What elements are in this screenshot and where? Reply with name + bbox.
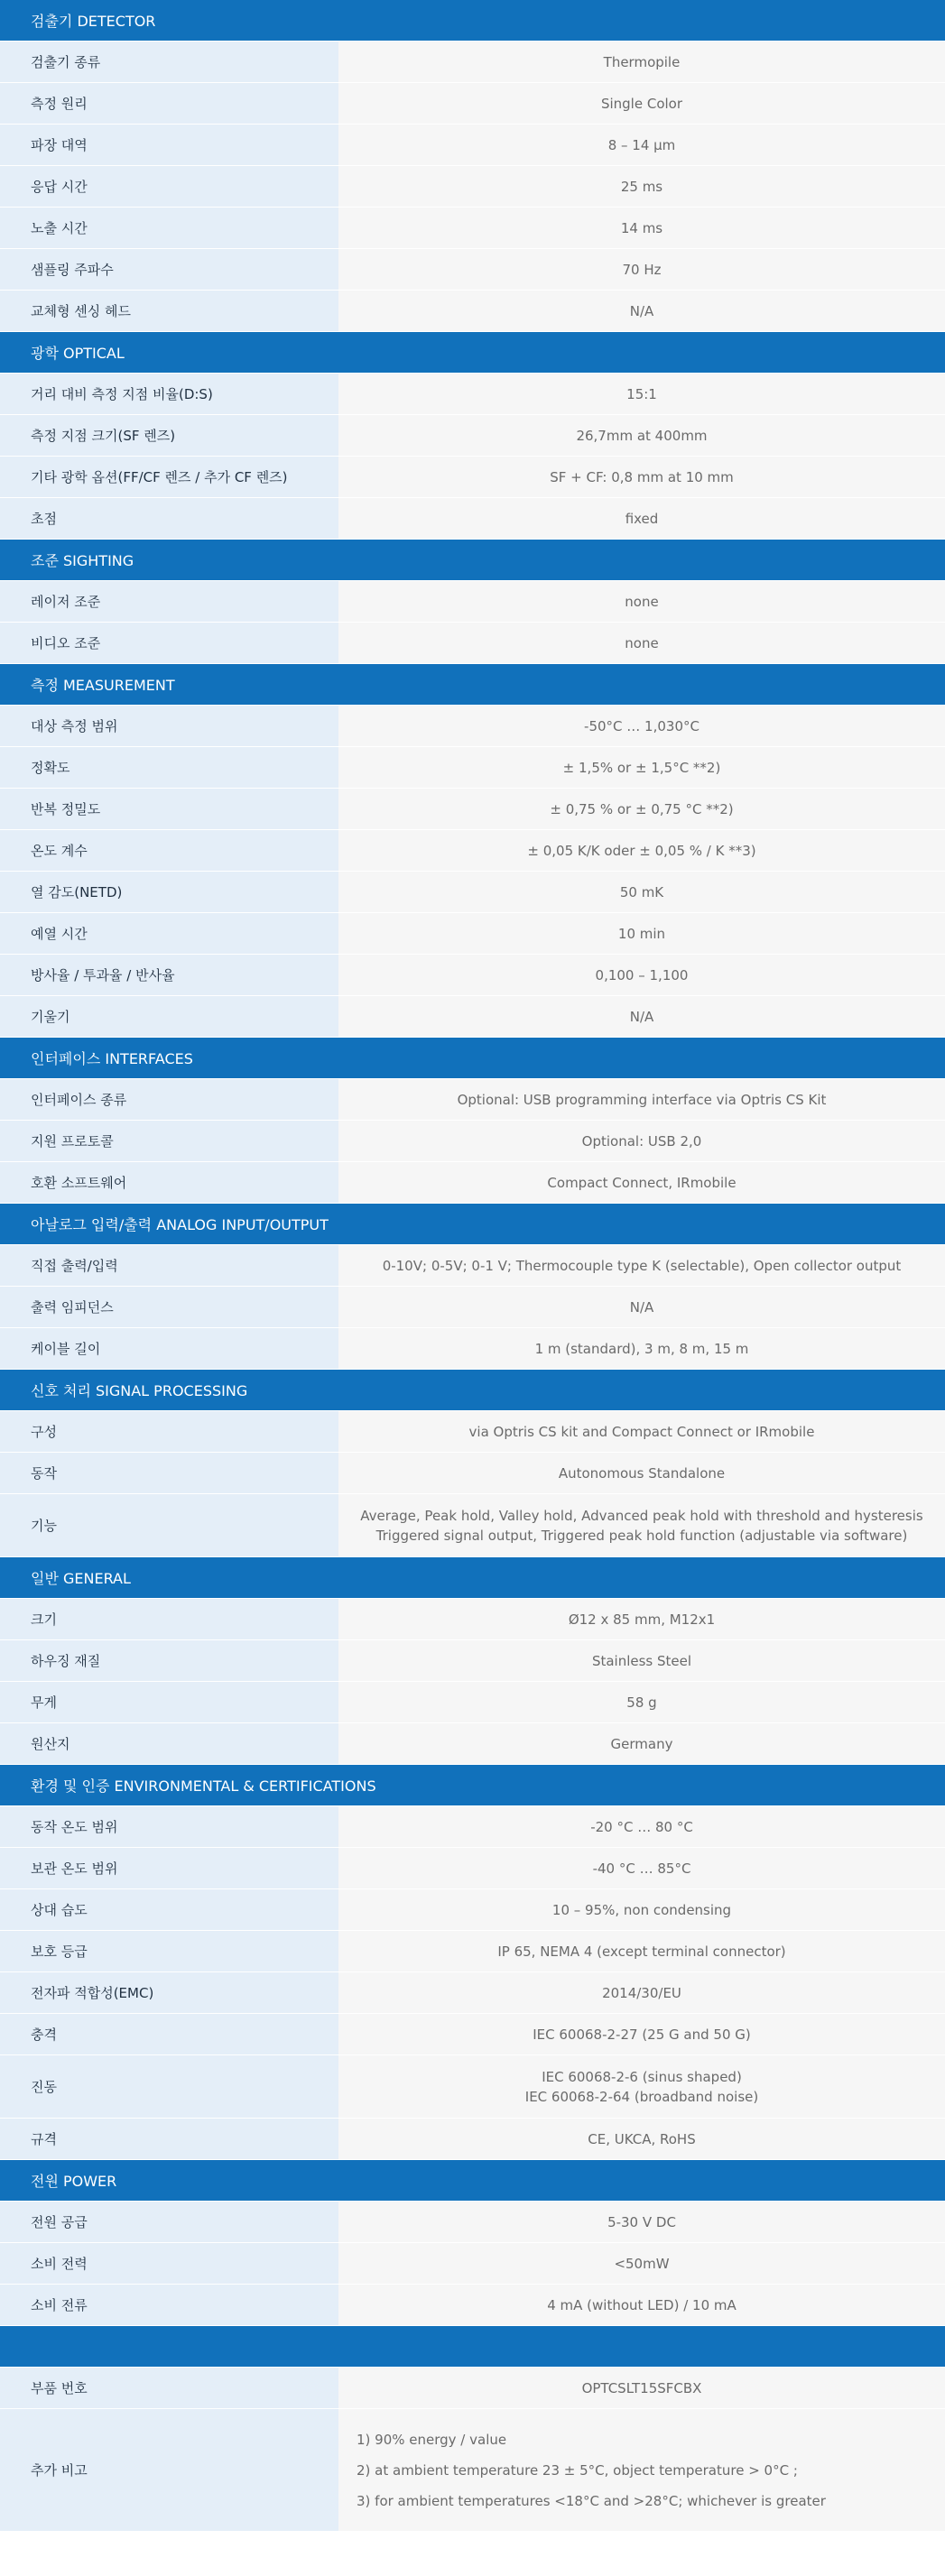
spec-row xyxy=(0,374,945,415)
spec-value-line: 50 mK xyxy=(619,883,664,900)
spec-label: 검출기 종류 xyxy=(0,42,338,82)
spec-value-line: 10 – 95%, non condensing xyxy=(551,1901,732,1918)
spec-value-line: Optional: USB 2,0 xyxy=(581,1132,702,1150)
spec-value-line: 2014/30/EU xyxy=(602,1984,681,2001)
spec-value xyxy=(338,291,945,331)
spec-row xyxy=(0,457,945,498)
spec-label: 기울기 xyxy=(0,996,338,1037)
spec-value-line: SF + CF: 0,8 mm at 10 mm xyxy=(550,468,734,485)
spec-row xyxy=(0,913,945,955)
spec-value xyxy=(338,872,945,912)
spec-value-line: 70 Hz xyxy=(622,261,662,278)
spec-value-line: ± 0,75 % or ± 0,75 °C **2) xyxy=(550,800,734,817)
spec-value xyxy=(338,125,945,165)
spec-value xyxy=(338,2285,945,2325)
spec-value-line: 10 min xyxy=(617,925,666,942)
spec-value-line: 14 ms xyxy=(620,219,663,236)
spec-value-line: CE, UKCA, RoHS xyxy=(588,2130,696,2147)
spec-label: 상대 습도 xyxy=(0,1889,338,1930)
spec-row xyxy=(0,1494,945,1557)
spec-value xyxy=(338,2409,945,2531)
spec-label: 케이블 길이 xyxy=(0,1328,338,1369)
spec-row xyxy=(0,249,945,291)
spec-value xyxy=(338,249,945,290)
spec-value-line: Germany xyxy=(610,1735,673,1752)
spec-row xyxy=(0,1453,945,1494)
spec-label: 동작 xyxy=(0,1453,338,1493)
spec-value xyxy=(338,2055,945,2118)
spec-label: 구성 xyxy=(0,1411,338,1452)
spec-value-line: Autonomous Standalone xyxy=(558,1464,726,1482)
spec-value xyxy=(338,1972,945,2013)
spec-label: 기능 xyxy=(0,1494,338,1556)
spec-value-line: 25 ms xyxy=(620,178,663,195)
spec-value xyxy=(338,1328,945,1369)
spec-value-line: 15:1 xyxy=(626,385,657,402)
spec-value-line: IEC 60068-2-64 (broadband noise) xyxy=(524,2088,759,2105)
spec-value xyxy=(338,706,945,746)
spec-row xyxy=(0,996,945,1038)
spec-label: 보관 온도 범위 xyxy=(0,1848,338,1888)
spec-value xyxy=(338,1079,945,1120)
spec-row xyxy=(0,1162,945,1204)
spec-value-line: 1 m (standard), 3 m, 8 m, 15 m xyxy=(534,1340,749,1357)
spec-row xyxy=(0,747,945,789)
spec-row xyxy=(0,1889,945,1931)
spec-row xyxy=(0,1972,945,2014)
spec-row xyxy=(0,1640,945,1682)
spec-label: 초점 xyxy=(0,498,338,539)
spec-value xyxy=(338,208,945,248)
spec-value-line: Optional: USB programming interface via Optris CS Kit xyxy=(457,1091,827,1108)
spec-label: 하우징 재질 xyxy=(0,1640,338,1681)
spec-value-line: 8 – 14 μm xyxy=(607,136,676,153)
section-header: 조준 SIGHTING xyxy=(0,540,945,581)
spec-label: 직접 출력/입력 xyxy=(0,1245,338,1286)
spec-value xyxy=(338,955,945,995)
spec-row xyxy=(0,706,945,747)
spec-value-line: 26,7mm at 400mm xyxy=(576,427,708,444)
section-header: 신호 처리 SIGNAL PROCESSING xyxy=(0,1370,945,1411)
spec-row xyxy=(0,1079,945,1121)
spec-label: 레이저 조준 xyxy=(0,581,338,622)
spec-value xyxy=(338,789,945,829)
spec-value xyxy=(338,42,945,82)
spec-label: 측정 지점 크기(SF 렌즈) xyxy=(0,415,338,456)
spec-value xyxy=(338,747,945,788)
spec-value-line: 1) 90% energy / value xyxy=(357,2431,507,2448)
spec-value-line: IEC 60068-2-27 (25 G and 50 G) xyxy=(533,2026,751,2043)
spec-value-line: 3) for ambient temperatures <18°C and >28°C; whichever is greater xyxy=(357,2492,826,2509)
spec-label: 응답 시간 xyxy=(0,166,338,207)
spec-value xyxy=(338,374,945,414)
spec-value xyxy=(338,1121,945,1161)
spec-label: 소비 전류 xyxy=(0,2285,338,2325)
spec-row xyxy=(0,125,945,166)
section-header: 인터페이스 INTERFACES xyxy=(0,1038,945,1079)
spec-value xyxy=(338,1848,945,1888)
spec-value-line: -50°C … 1,030°C xyxy=(584,717,699,734)
spec-value xyxy=(338,83,945,124)
spec-label: 원산지 xyxy=(0,1723,338,1764)
spec-label: 온도 계수 xyxy=(0,830,338,871)
spec-value xyxy=(338,2119,945,2159)
spec-row xyxy=(0,1848,945,1889)
spec-value xyxy=(338,1287,945,1327)
spec-row xyxy=(0,1245,945,1287)
spec-value xyxy=(338,415,945,456)
spec-value-line: 5-30 V DC xyxy=(607,2213,676,2230)
spec-value xyxy=(338,1494,945,1556)
spec-value-line: N/A xyxy=(629,1008,654,1025)
spec-label: 규격 xyxy=(0,2119,338,2159)
spec-label: 호환 소프트웨어 xyxy=(0,1162,338,1203)
section-header: 측정 MEASUREMENT xyxy=(0,664,945,706)
spec-value-line: ± 1,5% or ± 1,5°C **2) xyxy=(562,759,721,776)
spec-row xyxy=(0,1723,945,1765)
spec-value xyxy=(338,581,945,622)
spec-label: 예열 시간 xyxy=(0,913,338,954)
spec-value-line: 0-10V; 0-5V; 0-1 V; Thermocouple type K (selectable), Open collector output xyxy=(382,1257,902,1274)
spec-label: 인터페이스 종류 xyxy=(0,1079,338,1120)
spec-value-line: Triggered signal output, Triggered peak hold function (adjustable via software) xyxy=(375,1527,908,1544)
spec-row xyxy=(0,1599,945,1640)
spec-row xyxy=(0,623,945,664)
spec-row xyxy=(0,83,945,125)
spec-value-line: OPTCSLT15SFCBX xyxy=(581,2379,702,2396)
spec-value-line: IEC 60068-2-6 (sinus shaped) xyxy=(542,2068,742,2085)
spec-value xyxy=(338,1640,945,1681)
spec-label: 파장 대역 xyxy=(0,125,338,165)
spec-row xyxy=(0,1411,945,1453)
spec-value xyxy=(338,166,945,207)
section-header: 검출기 DETECTOR xyxy=(0,0,945,42)
section-header xyxy=(0,2326,945,2368)
spec-row xyxy=(0,955,945,996)
spec-value xyxy=(338,913,945,954)
spec-label: 무게 xyxy=(0,1682,338,1722)
spec-value-line: 0,100 – 1,100 xyxy=(595,966,689,983)
spec-value-line: N/A xyxy=(629,302,654,319)
spec-value-line: none xyxy=(625,634,659,651)
spec-row xyxy=(0,2368,945,2409)
spec-value xyxy=(338,623,945,663)
spec-row xyxy=(0,2014,945,2055)
spec-value xyxy=(338,1682,945,1722)
spec-value xyxy=(338,830,945,871)
spec-label: 열 감도(NETD) xyxy=(0,872,338,912)
spec-row xyxy=(0,2409,945,2532)
spec-row xyxy=(0,291,945,332)
spec-value xyxy=(338,2014,945,2054)
section-header: 일반 GENERAL xyxy=(0,1557,945,1599)
spec-value xyxy=(338,498,945,539)
spec-label: 추가 비고 xyxy=(0,2409,338,2531)
spec-row xyxy=(0,1328,945,1370)
spec-value-line: Ø12 x 85 mm, M12x1 xyxy=(568,1611,716,1628)
spec-row xyxy=(0,498,945,540)
spec-row xyxy=(0,2119,945,2160)
spec-value-line: none xyxy=(625,593,659,610)
spec-value xyxy=(338,1245,945,1286)
spec-row xyxy=(0,1931,945,1972)
spec-label: 기타 광학 옵션(FF/CF 렌즈 / 추가 CF 렌즈) xyxy=(0,457,338,497)
spec-row xyxy=(0,581,945,623)
spec-value-line: 58 g xyxy=(626,1694,657,1711)
spec-value-line: Average, Peak hold, Valley hold, Advanced peak hold with threshold and hysteresis xyxy=(360,1507,923,1524)
spec-row xyxy=(0,872,945,913)
spec-row xyxy=(0,2202,945,2243)
spec-value xyxy=(338,2243,945,2284)
spec-label: 크기 xyxy=(0,1599,338,1639)
spec-row xyxy=(0,42,945,83)
spec-label: 출력 임피던스 xyxy=(0,1287,338,1327)
spec-value-line: 4 mA (without LED) / 10 mA xyxy=(547,2296,737,2313)
spec-value-line: Single Color xyxy=(600,95,683,112)
spec-label: 동작 온도 범위 xyxy=(0,1806,338,1847)
spec-label: 부품 번호 xyxy=(0,2368,338,2408)
spec-label: 정확도 xyxy=(0,747,338,788)
spec-label: 소비 전력 xyxy=(0,2243,338,2284)
spec-label: 충격 xyxy=(0,2014,338,2054)
spec-label: 대상 측정 범위 xyxy=(0,706,338,746)
spec-value xyxy=(338,996,945,1037)
spec-value-line: IP 65, NEMA 4 (except terminal connector) xyxy=(497,1943,786,1960)
spec-value xyxy=(338,1931,945,1971)
spec-value-line: Compact Connect, IRmobile xyxy=(547,1174,737,1191)
spec-value-line: 2) at ambient temperature 23 ± 5°C, object temperature > 0°C ; xyxy=(357,2461,798,2479)
spec-row xyxy=(0,166,945,208)
spec-value-line: fixed xyxy=(625,510,659,527)
spec-value-line: -20 °C … 80 °C xyxy=(590,1818,693,1835)
section-header: 환경 및 인증 ENVIRONMENTAL & CERTIFICATIONS xyxy=(0,1765,945,1806)
spec-value xyxy=(338,2368,945,2408)
spec-value-line: -40 °C … 85°C xyxy=(592,1860,691,1877)
spec-value xyxy=(338,1723,945,1764)
spec-label: 지원 프로토콜 xyxy=(0,1121,338,1161)
spec-label: 비디오 조준 xyxy=(0,623,338,663)
spec-row xyxy=(0,2285,945,2326)
spec-row xyxy=(0,2055,945,2119)
spec-label: 보호 등급 xyxy=(0,1931,338,1971)
spec-value-line: via Optris CS kit and Compact Connect or IRmobile xyxy=(468,1423,815,1440)
spec-row xyxy=(0,415,945,457)
section-header: 광학 OPTICAL xyxy=(0,332,945,374)
section-header: 전원 POWER xyxy=(0,2160,945,2202)
spec-row xyxy=(0,1121,945,1162)
spec-label: 전자파 적합성(EMC) xyxy=(0,1972,338,2013)
spec-row xyxy=(0,208,945,249)
spec-value xyxy=(338,1411,945,1452)
spec-value xyxy=(338,1453,945,1493)
spec-value xyxy=(338,457,945,497)
spec-value xyxy=(338,1162,945,1203)
spec-label: 측정 원리 xyxy=(0,83,338,124)
spec-value xyxy=(338,1599,945,1639)
spec-value-line: ± 0,05 K/K oder ± 0,05 % / K **3) xyxy=(527,842,756,859)
spec-value-line: Thermopile xyxy=(603,53,681,70)
spec-value xyxy=(338,1806,945,1847)
spec-label: 전원 공급 xyxy=(0,2202,338,2242)
spec-row xyxy=(0,2243,945,2285)
spec-label: 진동 xyxy=(0,2055,338,2118)
spec-label: 노출 시간 xyxy=(0,208,338,248)
spec-row xyxy=(0,830,945,872)
spec-label: 반복 정밀도 xyxy=(0,789,338,829)
spec-label: 교체형 센싱 헤드 xyxy=(0,291,338,331)
spec-row xyxy=(0,1287,945,1328)
spec-value-line: Stainless Steel xyxy=(591,1652,692,1669)
spec-row xyxy=(0,1682,945,1723)
spec-value xyxy=(338,1889,945,1930)
spec-value xyxy=(338,2202,945,2242)
spec-row xyxy=(0,1806,945,1848)
spec-row xyxy=(0,789,945,830)
spec-label: 거리 대비 측정 지점 비율(D:S) xyxy=(0,374,338,414)
spec-value-line: N/A xyxy=(629,1298,654,1316)
section-header: 아날로그 입력/출력 ANALOG INPUT/OUTPUT xyxy=(0,1204,945,1245)
spec-label: 샘플링 주파수 xyxy=(0,249,338,290)
spec-value-line: <50mW xyxy=(614,2255,670,2272)
spec-label: 방사율 / 투과율 / 반사율 xyxy=(0,955,338,995)
